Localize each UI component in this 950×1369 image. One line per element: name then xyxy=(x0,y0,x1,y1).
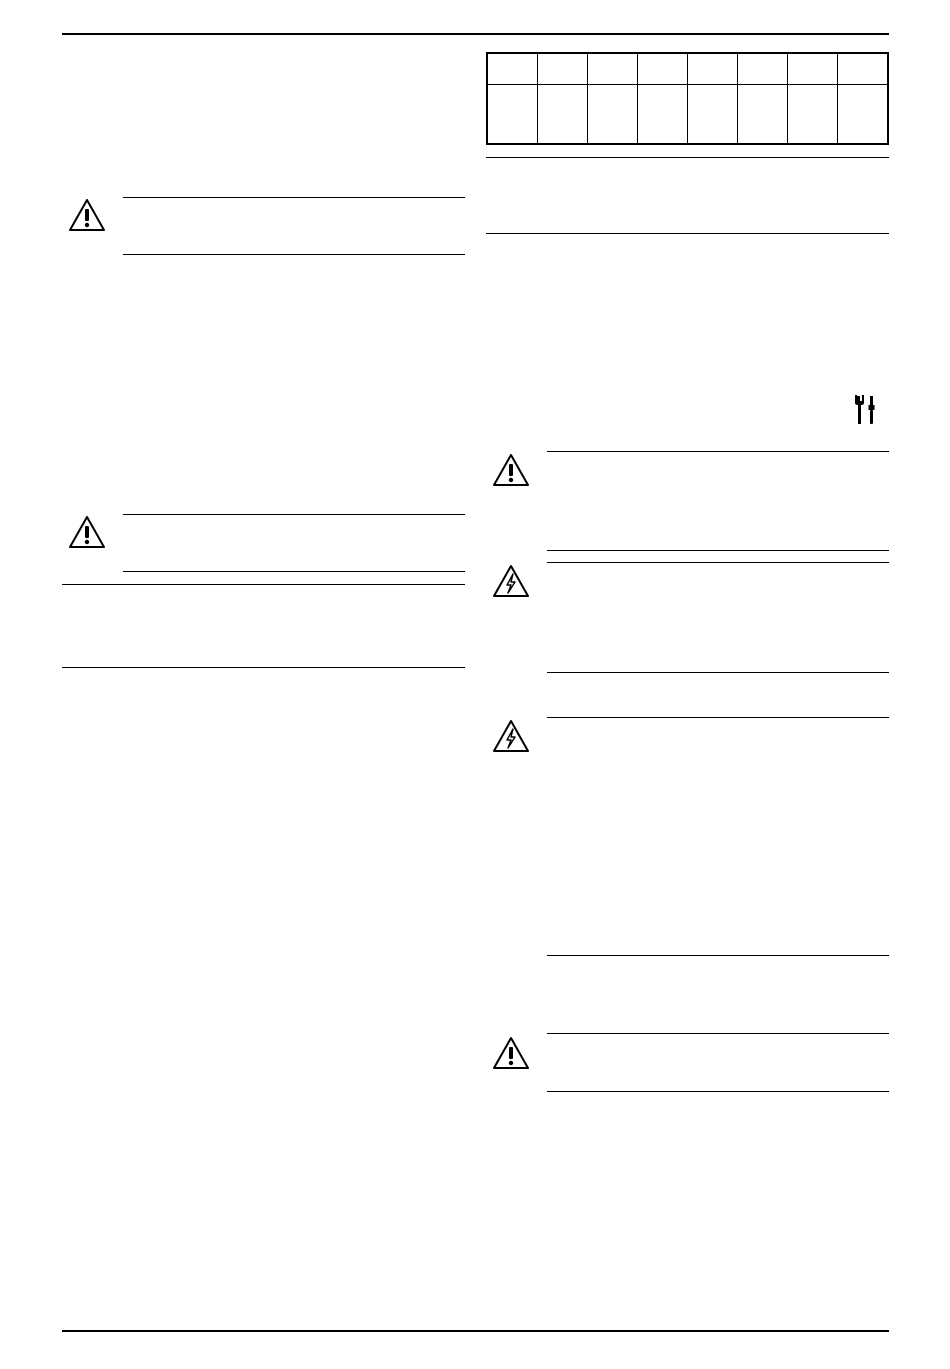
warning-box-top-rule xyxy=(547,1033,889,1034)
warning-icon xyxy=(492,452,530,488)
danger-box-top-rule xyxy=(547,562,889,563)
danger-box-bottom-rule xyxy=(547,955,889,956)
spec-table-header-row xyxy=(487,53,888,85)
warning-box-top-rule xyxy=(123,197,465,198)
footer-rule xyxy=(62,1330,889,1332)
section-top-rule xyxy=(62,584,465,585)
danger-box-top-rule xyxy=(547,717,889,718)
electric-shock-icon xyxy=(492,563,530,599)
section-bottom-rule xyxy=(62,667,465,668)
spec-table-cell xyxy=(587,85,637,145)
danger-box-bottom-rule xyxy=(547,672,889,673)
electric-shock-icon xyxy=(492,718,530,754)
spec-table-cell xyxy=(537,85,587,145)
warning-box-bottom-rule xyxy=(547,550,889,551)
spec-table-cell xyxy=(788,85,838,145)
spec-table-cell xyxy=(688,85,738,145)
note-box-top-rule xyxy=(486,157,889,158)
spec-table-cell xyxy=(487,53,537,85)
header-rule xyxy=(62,33,889,35)
note-box-bottom-rule xyxy=(486,233,889,234)
spec-table-cell xyxy=(537,53,587,85)
spec-table-cell xyxy=(587,53,637,85)
warning-box-bottom-rule xyxy=(123,571,465,572)
spec-table-cell xyxy=(738,85,788,145)
spec-table xyxy=(486,52,889,145)
warning-box-top-rule xyxy=(547,451,889,452)
spec-table-cell xyxy=(788,53,838,85)
spec-table-cell xyxy=(637,85,687,145)
spec-table-cell xyxy=(637,53,687,85)
warning-icon xyxy=(68,197,106,233)
spec-table-cell xyxy=(487,85,537,145)
warning-box-bottom-rule xyxy=(547,1091,889,1092)
spec-table-cell xyxy=(688,53,738,85)
tools-icon xyxy=(852,394,880,426)
warning-icon xyxy=(68,514,106,550)
warning-box-bottom-rule xyxy=(123,254,465,255)
spec-table-cell xyxy=(838,85,888,145)
spec-table-cell xyxy=(738,53,788,85)
spec-table-cell xyxy=(838,53,888,85)
warning-icon xyxy=(492,1035,530,1071)
spec-table-value-row xyxy=(487,85,888,145)
warning-box-top-rule xyxy=(123,514,465,515)
